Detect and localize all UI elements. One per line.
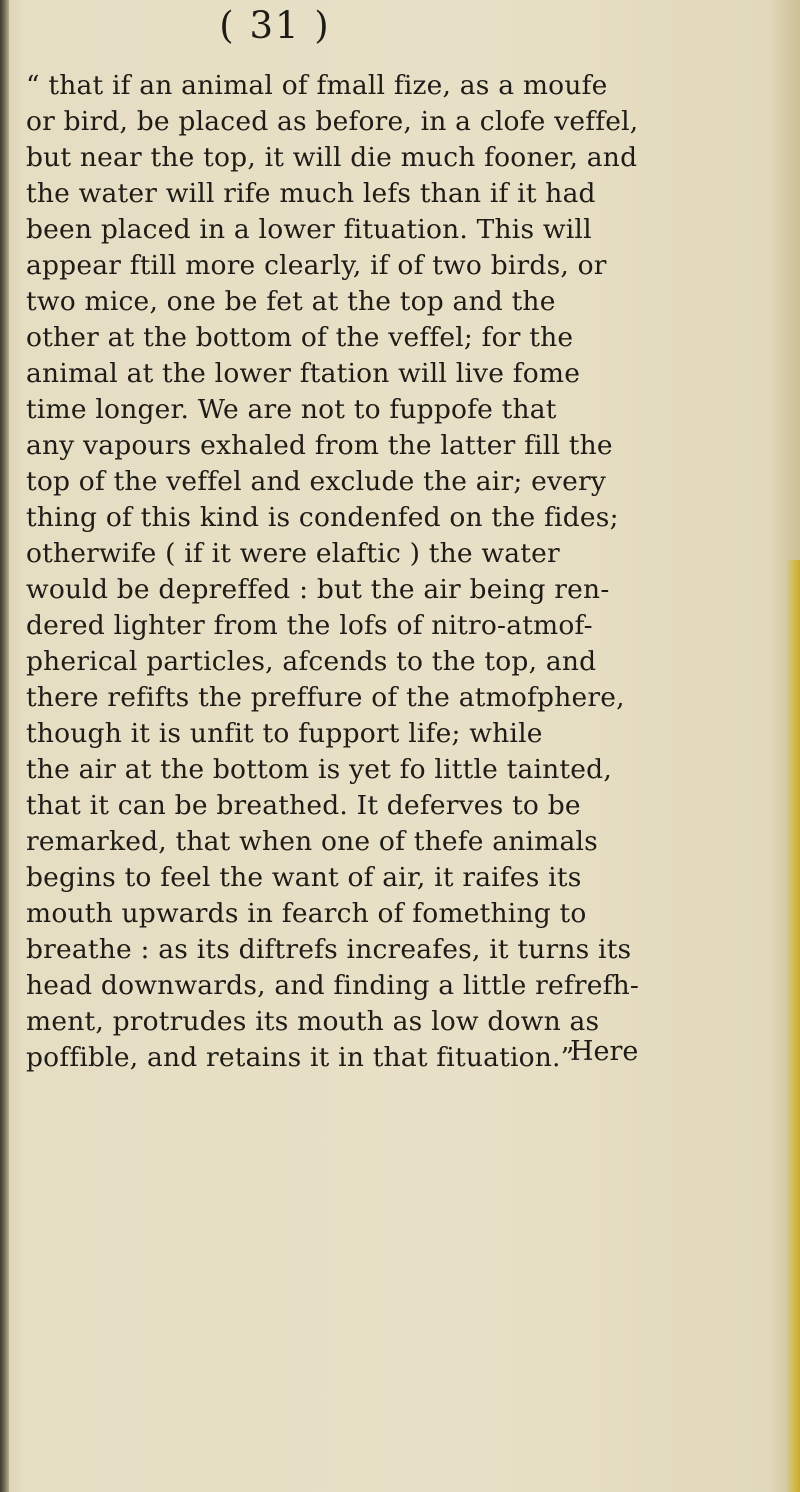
text-line: ment, protrudes its mouth as low down as [26, 1006, 600, 1037]
text-line: though it is unfit to fupport life; while [26, 718, 543, 749]
text-line: top of the veffel and exclude the air; every [26, 466, 607, 497]
text-line: appear ftill more clearly, if of two birds, or [26, 250, 607, 281]
text-line: thing of this kind is condenfed on the fides; [26, 502, 619, 533]
text-line: been placed in a lower fituation. This will [26, 214, 592, 245]
text-line: otherwife ( if it were elaftic ) the water [26, 538, 560, 569]
text-line: mouth upwards in fearch of fomething to [26, 898, 587, 929]
gilt-page-edge [786, 560, 800, 1492]
text-line: pherical particles, afcends to the top, and [26, 646, 597, 677]
text-line: the air at the bottom is yet fo little tainted, [26, 754, 612, 785]
text-line: head downwards, and finding a little refrefh- [26, 970, 640, 1001]
text-line: that it can be breathed. It deferves to be [26, 790, 581, 821]
text-line: would be depreffed : but the air being ren- [26, 574, 610, 605]
text-line: remarked, that when one of thefe animals [26, 826, 598, 857]
page-number: ( 31 ) [219, 4, 331, 47]
text-line: but near the top, it will die much fooner, and [26, 142, 638, 173]
text-line: any vapours exhaled from the latter fill the [26, 430, 613, 461]
text-line: poffible, and retains it in that fituation.” [26, 1042, 575, 1073]
text-line: two mice, one be fet at the top and the [26, 286, 556, 317]
text-line: dered lighter from the lofs of nitro-atmof- [26, 610, 593, 641]
binding-shadow [0, 0, 9, 1492]
text-line: the water will rife much lefs than if it had [26, 178, 596, 209]
body-text [26, 68, 766, 1076]
text-line: begins to feel the want of air, it raifes its [26, 862, 582, 893]
text-line: there refifts the preffure of the atmofphere, [26, 682, 625, 713]
text-line: time longer. We are not to fuppofe that [26, 394, 557, 425]
text-line: breathe : as its diftrefs increafes, it turns its [26, 934, 632, 965]
text-line: other at the bottom of the veffel; for the [26, 322, 574, 353]
text-line: “ that if an animal of fmall fize, as a moufe [26, 70, 608, 101]
text-line: animal at the lower ftation will live fome [26, 358, 581, 389]
catchword: Here [570, 1036, 639, 1067]
text-line: or bird, be placed as before, in a clofe veffel, [26, 106, 639, 137]
